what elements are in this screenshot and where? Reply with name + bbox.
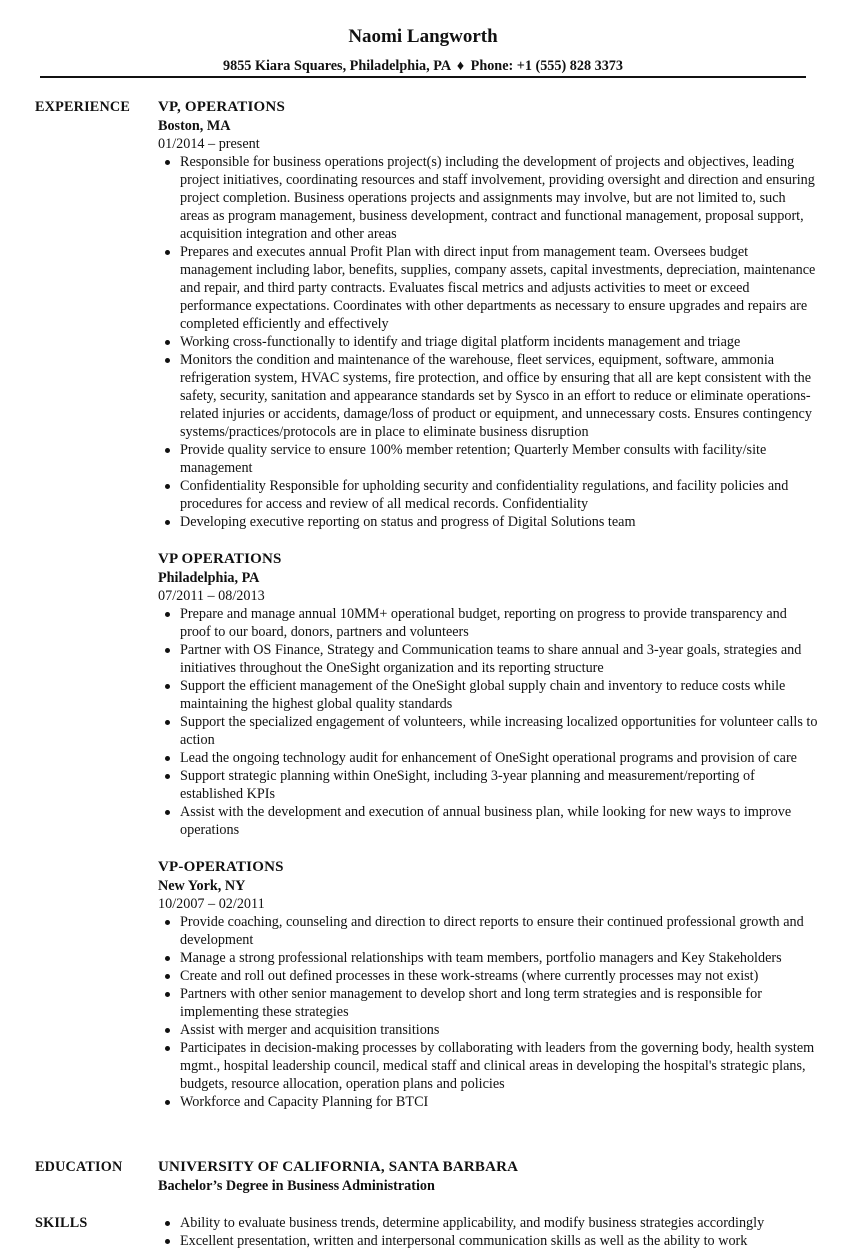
bullet-text: Monitors the condition and maintenance of the warehouse, fleet services, equipment, software, ammonia refrigeration system, HVAC systems, fire protection, and office by ensuring that all are kept consistent with the safety, security, sanitation and appearance standards set by Sysco in an effort to reduce or eliminate operations-related injuries or accidents, damage/loss of product or equipment, and unnecessary costs. Ensures contingency systems/practices/protocols are in place to eliminate business disruption bbox=[180, 352, 812, 440]
candidate-name: Naomi Langworth bbox=[348, 26, 498, 47]
bullet-item bbox=[158, 441, 818, 477]
job-title: VP, OPERATIONS bbox=[158, 99, 285, 115]
bullet-text: Responsible for business operations project(s) including the development of projects and objectives, leading project initiatives, coordinating resources and staff involvement, providing oversight and direction and ensuring project completion. Business operations projects and assignments may involve, but are not limited to, such areas as program management, business development, contract and functional management, proposal support, acquisition integration and other areas bbox=[180, 154, 815, 242]
bullet-dot-icon bbox=[165, 774, 170, 779]
bullet-item bbox=[158, 749, 818, 767]
bullet-text: Lead the ongoing technology audit for enhancement of OneSight operational programs and provision of care bbox=[180, 750, 797, 766]
bullet-item bbox=[158, 713, 818, 749]
bullet-text: Support the efficient management of the OneSight global supply chain and inventory to reduce costs while maintaining the highest global quality standards bbox=[180, 678, 786, 712]
bullet-item bbox=[158, 513, 818, 531]
bullet-item bbox=[158, 1093, 818, 1111]
bullet-dot-icon bbox=[165, 520, 170, 525]
bullet-item bbox=[158, 677, 818, 713]
bullet-item bbox=[158, 967, 818, 985]
bullet-text: Create and roll out defined processes in these work-streams (where currently processes may not exist) bbox=[180, 968, 759, 984]
job-location: Boston, MA bbox=[158, 118, 231, 134]
bullet-text: Partners with other senior management to develop short and long term strategies and is responsible for implementing these strategies bbox=[180, 986, 762, 1020]
resume-header bbox=[0, 24, 846, 75]
separator-diamond: ♦ bbox=[456, 58, 465, 74]
section-label-skills: SKILLS bbox=[35, 1215, 88, 1231]
bullet-dot-icon bbox=[165, 160, 170, 165]
job-location: New York, NY bbox=[158, 878, 246, 894]
education-school: UNIVERSITY OF CALIFORNIA, SANTA BARBARA bbox=[158, 1159, 519, 1175]
bullet-dot-icon bbox=[165, 920, 170, 925]
bullet-item bbox=[158, 477, 818, 513]
bullet-dot-icon bbox=[165, 612, 170, 617]
bullet-text: Working cross-functionally to identify and triage digital platform incidents management and triage bbox=[180, 334, 741, 350]
header-divider bbox=[40, 76, 806, 78]
bullet-text: Workforce and Capacity Planning for BTCI bbox=[180, 1094, 429, 1110]
bullet-dot-icon bbox=[165, 358, 170, 363]
bullet-dot-icon bbox=[165, 756, 170, 761]
job-entry bbox=[158, 550, 818, 839]
job-bullets bbox=[158, 153, 818, 531]
address: 9855 Kiara Squares, Philadelphia, PA bbox=[223, 58, 451, 74]
bullet-text: Excellent presentation, written and interpersonal communication skills as well as the ability to work bbox=[180, 1233, 748, 1249]
bullet-dot-icon bbox=[165, 448, 170, 453]
bullet-item bbox=[158, 351, 818, 441]
phone: Phone: +1 (555) 828 3373 bbox=[470, 58, 623, 74]
bullet-dot-icon bbox=[165, 720, 170, 725]
bullet-dot-icon bbox=[165, 1221, 170, 1226]
bullet-item bbox=[158, 1214, 818, 1232]
job-bullets bbox=[158, 913, 818, 1111]
experience-list bbox=[158, 98, 818, 1130]
bullet-text: Support strategic planning within OneSight, including 3-year planning and measurement/reporting of established KPIs bbox=[180, 768, 755, 802]
bullet-text: Ability to evaluate business trends, determine applicability, and modify business strategies accordingly bbox=[180, 1215, 765, 1231]
bullet-item bbox=[158, 767, 818, 803]
bullet-item bbox=[158, 985, 818, 1021]
bullet-dot-icon bbox=[165, 1100, 170, 1105]
bullet-text: Manage a strong professional relationships with team members, portfolio managers and Key Stakeholders bbox=[180, 950, 782, 966]
bullet-dot-icon bbox=[165, 1046, 170, 1051]
bullet-dot-icon bbox=[165, 810, 170, 815]
bullet-dot-icon bbox=[165, 974, 170, 979]
skills-list bbox=[158, 1214, 818, 1250]
job-dates: 01/2014 – present bbox=[158, 136, 260, 152]
bullet-item bbox=[158, 803, 818, 839]
bullet-text: Assist with the development and execution of annual business plan, while looking for new ways to improve operations bbox=[180, 804, 792, 838]
bullet-text: Prepare and manage annual 10MM+ operational budget, reporting on progress to provide transparency and proof to our board, donors, partners and volunteers bbox=[180, 606, 787, 640]
job-title: VP-OPERATIONS bbox=[158, 859, 284, 875]
bullet-dot-icon bbox=[165, 250, 170, 255]
bullet-text: Prepares and executes annual Profit Plan with direct input from management team. Oversees budget management including labor, benefits, supplies, company assets, capital investments, depreciation, maintenance and repair, and third party contracts. Evaluates fiscal metrics and adjusts activities to meet or exceed performance expectations. Coordinates with other departments as necessary to ensure upgrades and repairs are completed efficiently and effectively bbox=[180, 244, 816, 332]
bullet-text: Provide coaching, counseling and direction to direct reports to ensure their continued professional growth and development bbox=[180, 914, 804, 948]
bullet-text: Developing executive reporting on status and progress of Digital Solutions team bbox=[180, 514, 636, 530]
bullet-item bbox=[158, 333, 818, 351]
bullet-item bbox=[158, 153, 818, 243]
bullet-item bbox=[158, 1232, 818, 1250]
bullet-item bbox=[158, 243, 818, 333]
bullet-text: Provide quality service to ensure 100% member retention; Quarterly Member consults with facility/site management bbox=[180, 442, 767, 476]
bullet-item bbox=[158, 1021, 818, 1039]
education-degree: Bachelor’s Degree in Business Administration bbox=[158, 1178, 435, 1194]
job-dates: 10/2007 – 02/2011 bbox=[158, 896, 265, 912]
contact-line bbox=[0, 57, 846, 75]
bullet-text: Partner with OS Finance, Strategy and Communication teams to share annual and 3-year goals, strategies and initiatives throughout the OneSight organization and its reporting structure bbox=[180, 642, 802, 676]
bullet-text: Confidentiality Responsible for upholding security and confidentiality regulations, and facility policies and procedures for access and review of all medical records. Confidentiality bbox=[180, 478, 789, 512]
bullet-dot-icon bbox=[165, 1028, 170, 1033]
bullet-dot-icon bbox=[165, 684, 170, 689]
bullet-dot-icon bbox=[165, 956, 170, 961]
skills-body bbox=[158, 1214, 818, 1250]
bullet-dot-icon bbox=[165, 484, 170, 489]
bullet-item bbox=[158, 913, 818, 949]
education-body bbox=[158, 1158, 818, 1196]
bullet-text: Assist with merger and acquisition transitions bbox=[180, 1022, 440, 1038]
job-dates: 07/2011 – 08/2013 bbox=[158, 588, 265, 604]
bullet-dot-icon bbox=[165, 648, 170, 653]
job-title: VP OPERATIONS bbox=[158, 551, 282, 567]
bullet-item bbox=[158, 949, 818, 967]
bullet-dot-icon bbox=[165, 340, 170, 345]
job-entry bbox=[158, 858, 818, 1111]
section-label-experience: EXPERIENCE bbox=[35, 99, 131, 115]
section-label-education: EDUCATION bbox=[35, 1159, 123, 1175]
job-entry bbox=[158, 98, 818, 531]
bullet-dot-icon bbox=[165, 992, 170, 997]
bullet-item bbox=[158, 641, 818, 677]
bullet-text: Participates in decision-making processes by collaborating with leaders from the governing body, health system mgmt., hospital leadership council, medical staff and clinical areas in developing the hospital's strategic plans, budgets, resource allocation, operation plans and policies bbox=[180, 1040, 815, 1092]
job-bullets bbox=[158, 605, 818, 839]
job-location: Philadelphia, PA bbox=[158, 570, 260, 586]
bullet-text: Support the specialized engagement of volunteers, while increasing localized opportunities for volunteer calls to action bbox=[180, 714, 818, 748]
bullet-item bbox=[158, 605, 818, 641]
bullet-item bbox=[158, 1039, 818, 1093]
